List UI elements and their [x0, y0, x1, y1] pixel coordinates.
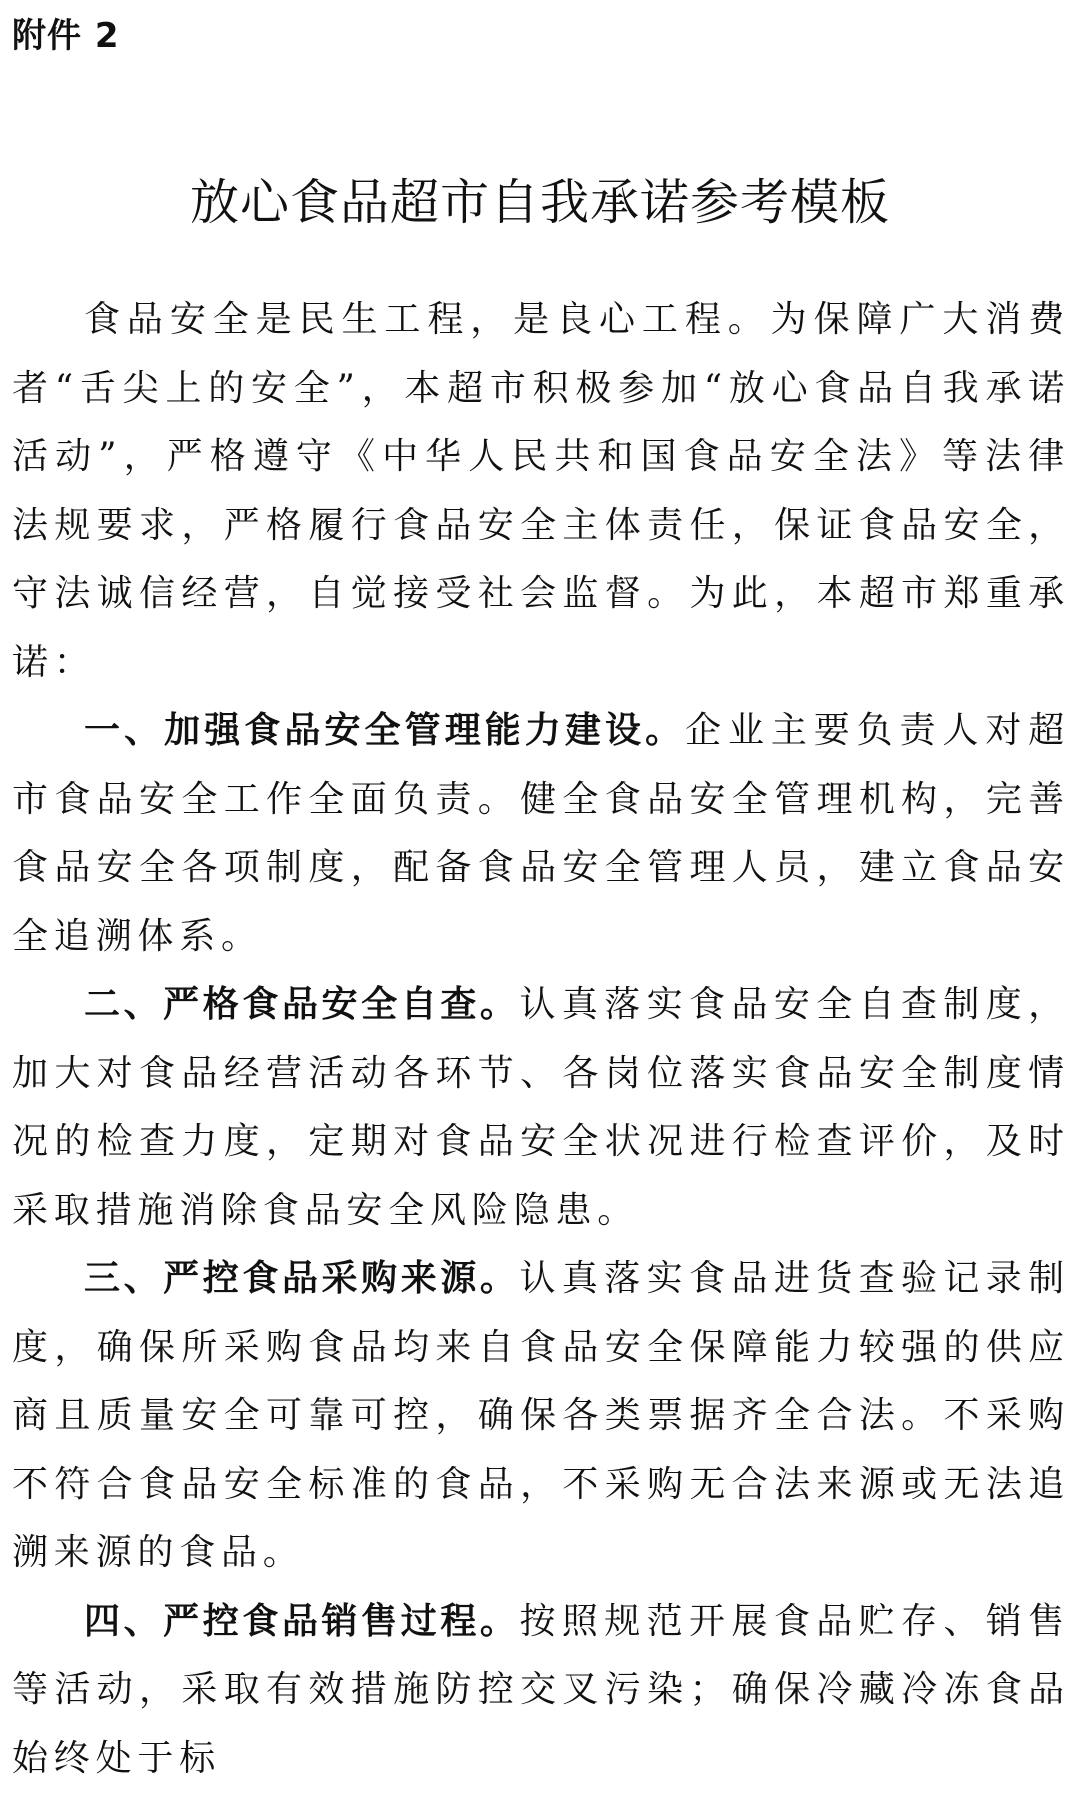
- section-heading-3: 三、严控食品采购来源。: [84, 1258, 520, 1299]
- document-title: 放心食品超市自我承诺参考模板: [0, 171, 1080, 235]
- document-body: [12, 286, 1070, 1793]
- section-paragraph-4: [12, 1588, 1070, 1793]
- intro-paragraph: 食品安全是民生工程，是良心工程。为保障广大消费者“舌尖上的安全”，本超市积极参加“放心食品自我承诺活动”，严格遵守《中华人民共和国食品安全法》等法律法规要求，严格履行食品安全主体责任，保证食品安全，守法诚信经营，自觉接受社会监督。为此，本超市郑重承诺：: [12, 286, 1070, 697]
- section-heading-4: 四、严控食品销售过程。: [84, 1601, 520, 1642]
- section-paragraph-3: [12, 1245, 1070, 1588]
- section-paragraph-2: [12, 971, 1070, 1245]
- section-heading-1: 一、加强食品安全管理能力建设。: [84, 710, 685, 751]
- section-heading-2: 二、严格食品安全自查。: [84, 984, 520, 1025]
- section-text-4: 按照规范开展食品贮存、销售等活动，采取有效措施防控交叉污染；确保冷藏冷冻食品始终处于标: [12, 1601, 1070, 1779]
- section-text-1: 企业主要负责人对超市食品安全工作全面负责。健全食品安全管理机构，完善食品安全各项制度，配备食品安全管理人员，建立食品安全追溯体系。: [12, 710, 1070, 957]
- section-text-2: 认真落实食品安全自查制度，加大对食品经营活动各环节、各岗位落实食品安全制度情况的检查力度，定期对食品安全状况进行检查评价，及时采取措施消除食品安全风险隐患。: [12, 984, 1070, 1231]
- section-text-3: 认真落实食品进货查验记录制度，确保所采购食品均来自食品安全保障能力较强的供应商且质量安全可靠可控，确保各类票据齐全合法。不采购不符合食品安全标准的食品，不采购无合法来源或无法追溯来源的食品。: [12, 1258, 1070, 1573]
- section-paragraph-1: [12, 697, 1070, 971]
- attachment-label: 附件 2: [12, 14, 120, 58]
